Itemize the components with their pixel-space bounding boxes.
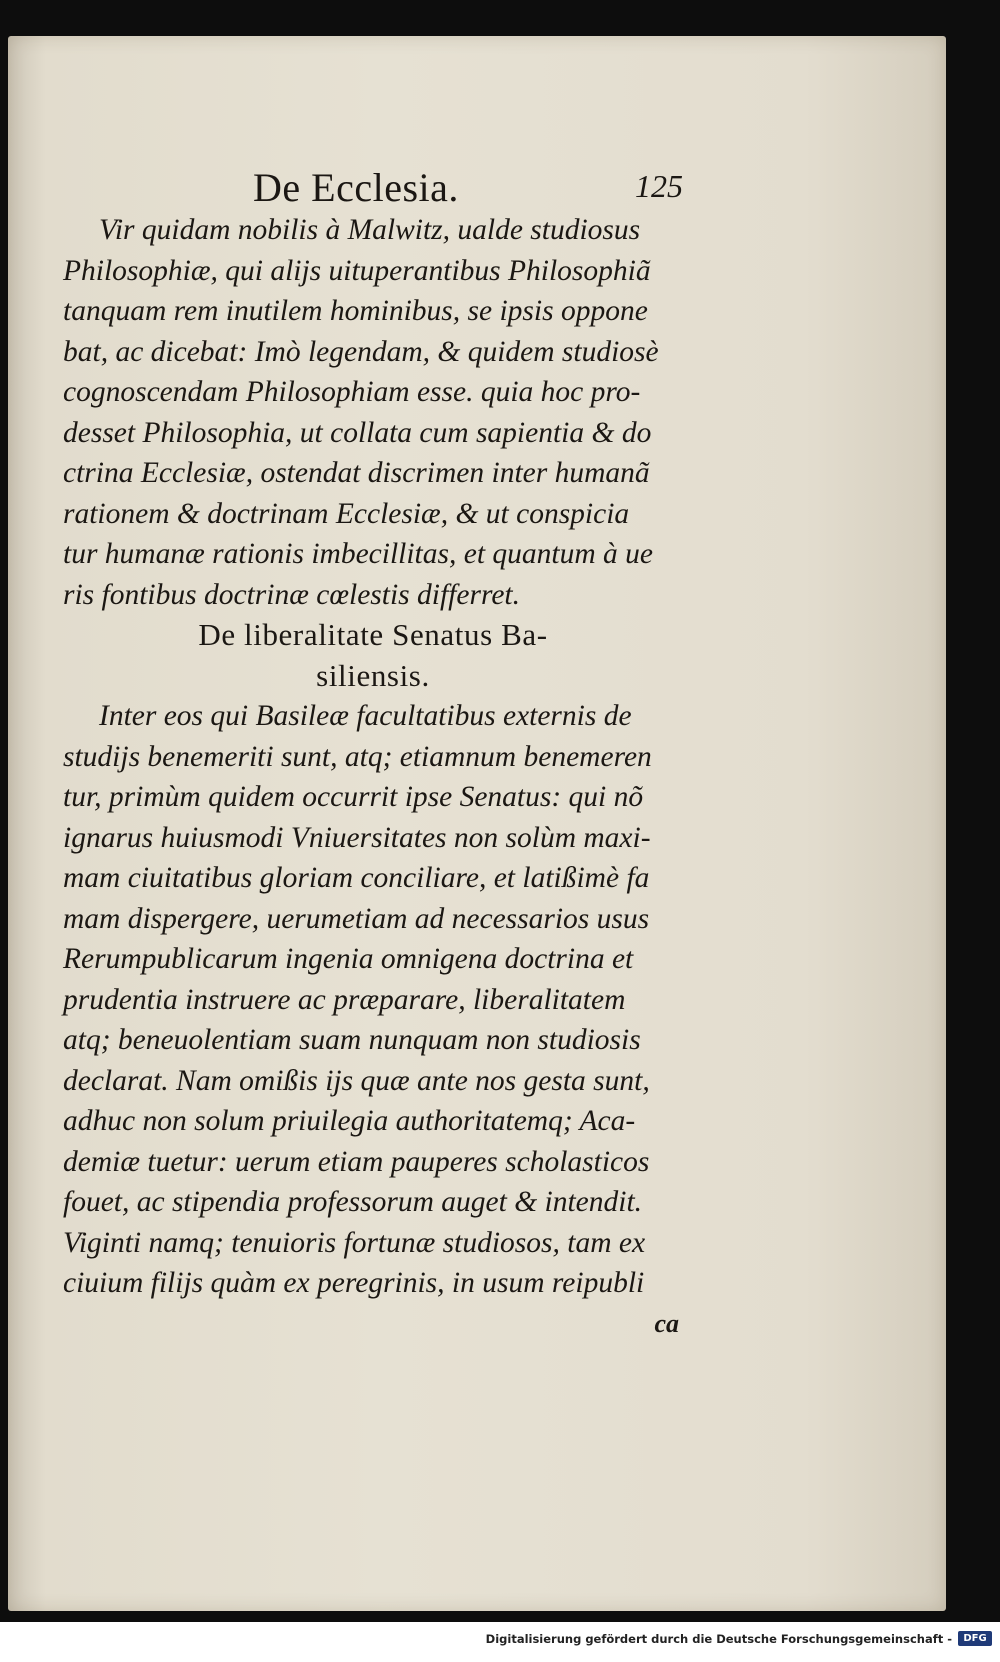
text-line: desset Philosophia, ut collata cum sapientia & do (63, 416, 652, 449)
text-line: ctrina Ecclesiæ, ostendat discrimen inter humanã (63, 457, 650, 489)
text-line: atq; beneuolentiam suam nunquam non studiosis (63, 1024, 641, 1056)
text-line: Inter eos qui Basileæ facultatibus externis de (99, 700, 632, 732)
digitization-footer (0, 1622, 1000, 1662)
text-line: ris fontibus doctrinæ cœlestis differret. (63, 578, 520, 611)
running-head (63, 164, 683, 210)
text-line: demiæ tuetur: uerum etiam pauperes scholasticos (63, 1145, 650, 1178)
text-line: Vir quidam nobilis à Malwitz, ualde studiosus (99, 214, 641, 246)
paragraph-2 (63, 696, 683, 1304)
section-heading (63, 615, 683, 696)
text-line: bat, ac dicebat: Imò legendam, & quidem studiosè (63, 335, 659, 368)
text-block (63, 164, 683, 1344)
text-line: Viginti namq; tenuioris fortunæ studiosos, tam ex (63, 1226, 646, 1259)
text-line: Philosophiæ, qui alijs uituperantibus Philosophiã (63, 254, 651, 287)
text-line: adhuc non solum priuilegia authoritatemq; Aca- (63, 1105, 636, 1137)
heading-line: siliensis. (316, 657, 430, 693)
text-line: declarat. Nam omißis ijs quæ ante nos gesta sunt, (63, 1064, 650, 1097)
text-line: ciuium filijs quàm ex peregrinis, in usum reipubli (63, 1267, 645, 1299)
text-line: tur humanæ rationis imbecillitas, et quantum à ue (63, 538, 653, 570)
footer-credit: Digitalisierung gefördert durch die Deutsche Forschungsgemeinschaft - (485, 1632, 952, 1646)
heading-line: De liberalitate Senatus Ba- (198, 617, 548, 652)
dfg-logo-icon: DFG (958, 1631, 992, 1646)
text-line: Rerumpublicarum ingenia omnigena doctrina et (63, 943, 634, 975)
book-page (8, 36, 946, 1611)
text-line: studijs benemeriti sunt, atq; etiamnum benemeren (63, 740, 652, 773)
text-line: fouet, ac stipendia professorum auget & intendit. (63, 1186, 643, 1218)
text-line: tur, primùm quidem occurrit ipse Senatus: qui nõ (63, 781, 644, 813)
text-line: cognoscendam Philosophiam esse. quia hoc pro- (63, 376, 641, 408)
text-line: mam ciuitatibus gloriam conciliare, et latißimè fa (63, 862, 650, 894)
running-title: De Ecclesia. (253, 165, 459, 210)
text-line: prudentia instruere ac præparare, liberalitatem (63, 983, 626, 1016)
text-line: mam dispergere, uerumetiam ad necessarios usus (63, 902, 650, 935)
text-line: rationem & doctrinam Ecclesiæ, & ut conspicia (63, 497, 630, 530)
page-number: 125 (635, 168, 683, 204)
text-line: ignarus huiusmodi Vniuersitates non solùm maxi- (63, 821, 651, 854)
catchword: ca (654, 1308, 679, 1338)
paragraph-1 (63, 210, 683, 615)
text-line: tanquam rem inutilem hominibus, se ipsis oppone (63, 295, 648, 327)
